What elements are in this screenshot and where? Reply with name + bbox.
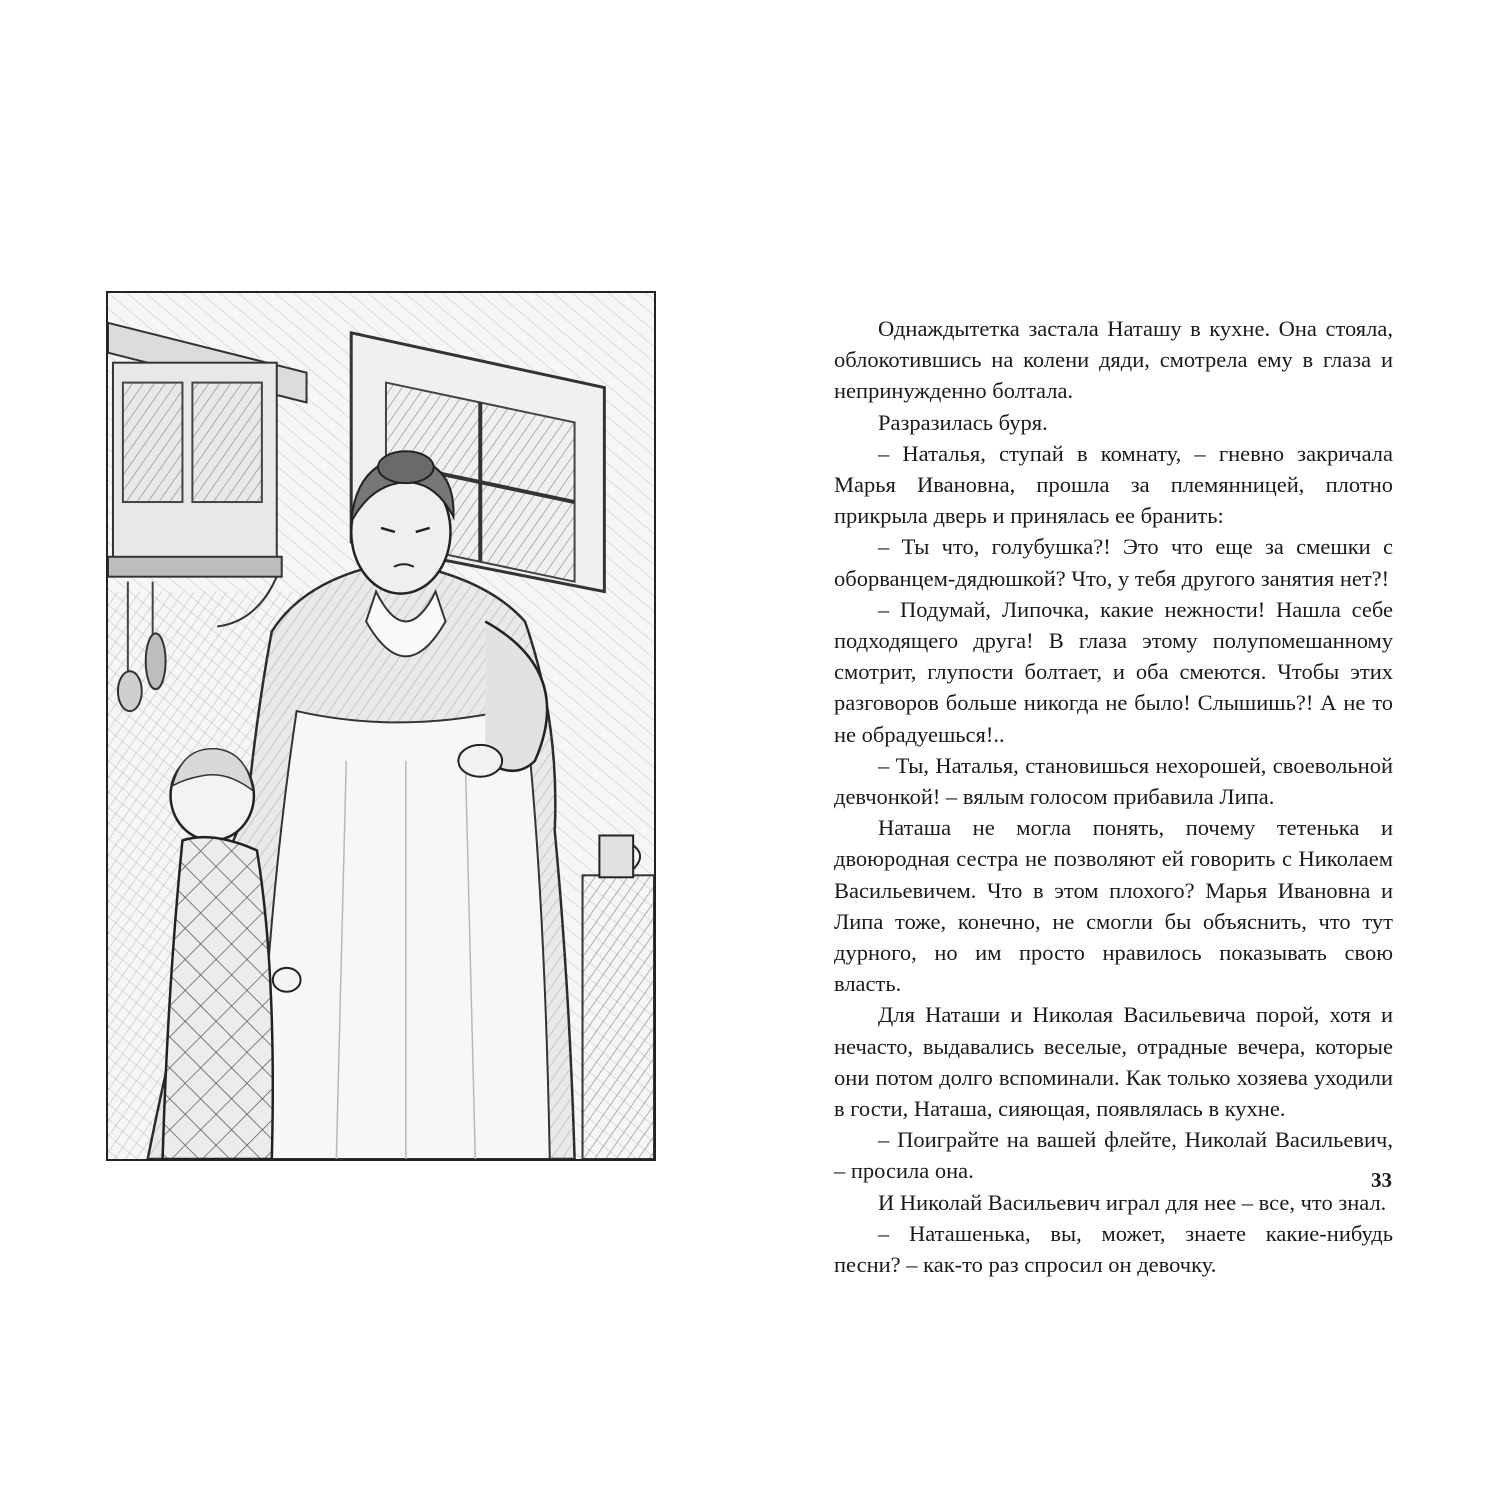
paragraph: – Ты что, голубушка?! Это что еще за смешки с оборванцем-дядюшкой? Что, у тебя другого занятия нет?! [834,534,1393,591]
paragraph: Наташа не могла понять, почему тетенька и двоюродная сестра не позволяют ей говорить с Николаем Васильевичем. Что в этом плохого? Марья Ивановна и Липа тоже, конечно, не смогли бы объяснить, что тут дурного, но им просто нравилось показывать свою власть. [834,815,1393,997]
page-text [834,313,1393,1280]
paragraph: – Наташенька, вы, может, знаете какие-нибудь песни? – как-то раз спросил он девочку. [834,1220,1393,1278]
pencil-illustration [106,291,656,1161]
paragraph: Разразилась буря. [878,409,1048,435]
paragraph: – Наталья, ступай в комнату, – гневно закричала Марья Ивановна, прошла за племянницей, плотно прикрыла дверь и принялась ее бранить: [834,440,1393,529]
paragraph: Однаждытетка застала Наташу в кухне. Она стояла, облокотившись на колени дяди, смотрела ему в глаза и непринужденно болтала. [834,316,1393,404]
paragraph: И Николай Васильевич играл для нее – все, что знал. [878,1189,1387,1215]
paragraph: Для Наташи и Николая Васильевича порой, хотя и нечасто, выдавались веселые, отрадные вечера, которые они потом долго вспоминали. Как только хозяева уходили в гости, Наташа, сияющая, появлялась в кухне. [834,1002,1393,1122]
paragraph: – Подумай, Липочка, какие нежности! Нашла себе подходящего друга! В глаза этому полупомешанному смотрит, глупости болтает, и оба смеются. Чтобы этих разговоров больше никогда не было! Слышишь?! А не то не обрадуешься!.. [834,596,1393,747]
kitchen-scene-drawing [108,293,654,1159]
mug-drawing [583,835,654,1159]
paragraph: – Поиграйте на вашей флейте, Николай Васильевич, – просила она. [834,1127,1393,1184]
page-number: 33 [1371,1168,1392,1192]
paragraph: – Ты, Наталья, становишься нехорошей, своевольной девчонкой! – вялым голосом прибавила Липа. [834,752,1393,810]
